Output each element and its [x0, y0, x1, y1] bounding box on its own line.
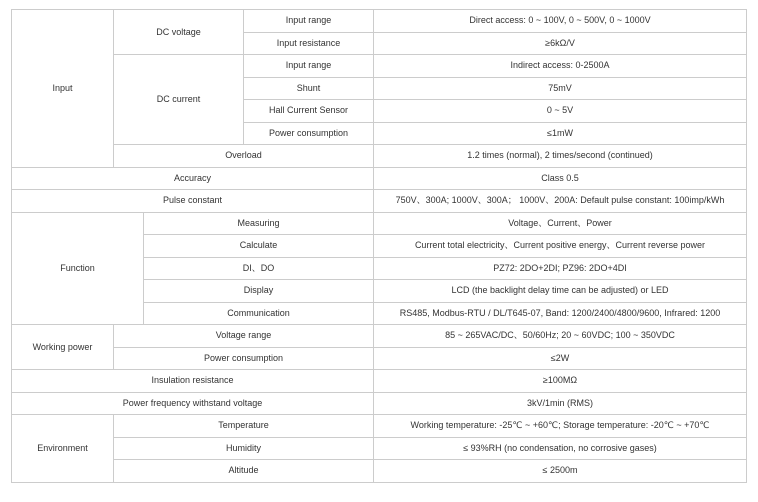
withstand-voltage-value: 3kV/1min (RMS): [374, 392, 747, 415]
input-resistance-value: ≥6kΩ/V: [374, 32, 747, 55]
shunt-value: 75mV: [374, 77, 747, 100]
communication-value: RS485, Modbus-RTU / DL/T645-07, Band: 1200/2400/4800/9600, Infrared: 1200: [374, 302, 747, 325]
di-do-value: PZ72: 2DO+2DI; PZ96: 2DO+4DI: [374, 257, 747, 280]
table-row: [12, 460, 747, 483]
row-header-working-power: Working power: [12, 325, 114, 370]
calculate-label: Calculate: [144, 235, 374, 258]
overload-value: 1.2 times (normal), 2 times/second (continued): [374, 145, 747, 168]
table-row: [12, 145, 747, 168]
working-power-consumption-label: Power consumption: [114, 347, 374, 370]
accuracy-label: Accuracy: [12, 167, 374, 190]
dc-current-power-value: ≤1mW: [374, 122, 747, 145]
pulse-constant-label: Pulse constant: [12, 190, 374, 213]
calculate-value: Current total electricity、Current positive energy、Current reverse power: [374, 235, 747, 258]
humidity-label: Humidity: [114, 437, 374, 460]
table-row: [12, 347, 747, 370]
table-row: [12, 325, 747, 348]
dc-voltage-input-range-label: Input range: [244, 10, 374, 33]
table-row: [12, 55, 747, 78]
dc-current-input-range-label: Input range: [244, 55, 374, 78]
spec-table: [11, 9, 747, 483]
temperature-label: Temperature: [114, 415, 374, 438]
voltage-range-value: 85 ~ 265VAC/DC、50/60Hz; 20 ~ 60VDC; 100 ~ 350VDC: [374, 325, 747, 348]
row-header-environment: Environment: [12, 415, 114, 483]
row-header-input: Input: [12, 10, 114, 168]
altitude-value: ≤ 2500m: [374, 460, 747, 483]
insulation-resistance-label: Insulation resistance: [12, 370, 374, 393]
hall-sensor-label: Hall Current Sensor: [244, 100, 374, 123]
voltage-range-label: Voltage range: [114, 325, 374, 348]
dc-current-label: DC current: [114, 55, 244, 145]
shunt-label: Shunt: [244, 77, 374, 100]
dc-current-input-range-value: Indirect access: 0-2500A: [374, 55, 747, 78]
table-row: [12, 190, 747, 213]
temperature-value: Working temperature: -25℃ ~ +60℃; Storage temperature: -20℃ ~ +70℃: [374, 415, 747, 438]
table-row: [12, 10, 747, 33]
dc-current-power-label: Power consumption: [244, 122, 374, 145]
measuring-label: Measuring: [144, 212, 374, 235]
measuring-value: Voltage、Current、Power: [374, 212, 747, 235]
withstand-voltage-label: Power frequency withstand voltage: [12, 392, 374, 415]
dc-voltage-label: DC voltage: [114, 10, 244, 55]
accuracy-value: Class 0.5: [374, 167, 747, 190]
table-row: [12, 415, 747, 438]
overload-label: Overload: [114, 145, 374, 168]
working-power-consumption-value: ≤2W: [374, 347, 747, 370]
pulse-constant-value: 750V、300A; 1000V、300A； 1000V、200A: Default pulse constant: 100imp/kWh: [374, 190, 747, 213]
hall-sensor-value: 0 ~ 5V: [374, 100, 747, 123]
insulation-resistance-value: ≥100MΩ: [374, 370, 747, 393]
dc-voltage-input-range-value: Direct access: 0 ~ 100V, 0 ~ 500V, 0 ~ 1000V: [374, 10, 747, 33]
row-header-function: Function: [12, 212, 144, 325]
altitude-label: Altitude: [114, 460, 374, 483]
table-row: [12, 370, 747, 393]
communication-label: Communication: [144, 302, 374, 325]
display-value: LCD (the backlight delay time can be adjusted) or LED: [374, 280, 747, 303]
table-row: [12, 212, 747, 235]
input-resistance-label: Input resistance: [244, 32, 374, 55]
humidity-value: ≤ 93%RH (no condensation, no corrosive gases): [374, 437, 747, 460]
display-label: Display: [144, 280, 374, 303]
table-row: [12, 392, 747, 415]
di-do-label: DI、DO: [144, 257, 374, 280]
table-row: [12, 167, 747, 190]
table-row: [12, 437, 747, 460]
